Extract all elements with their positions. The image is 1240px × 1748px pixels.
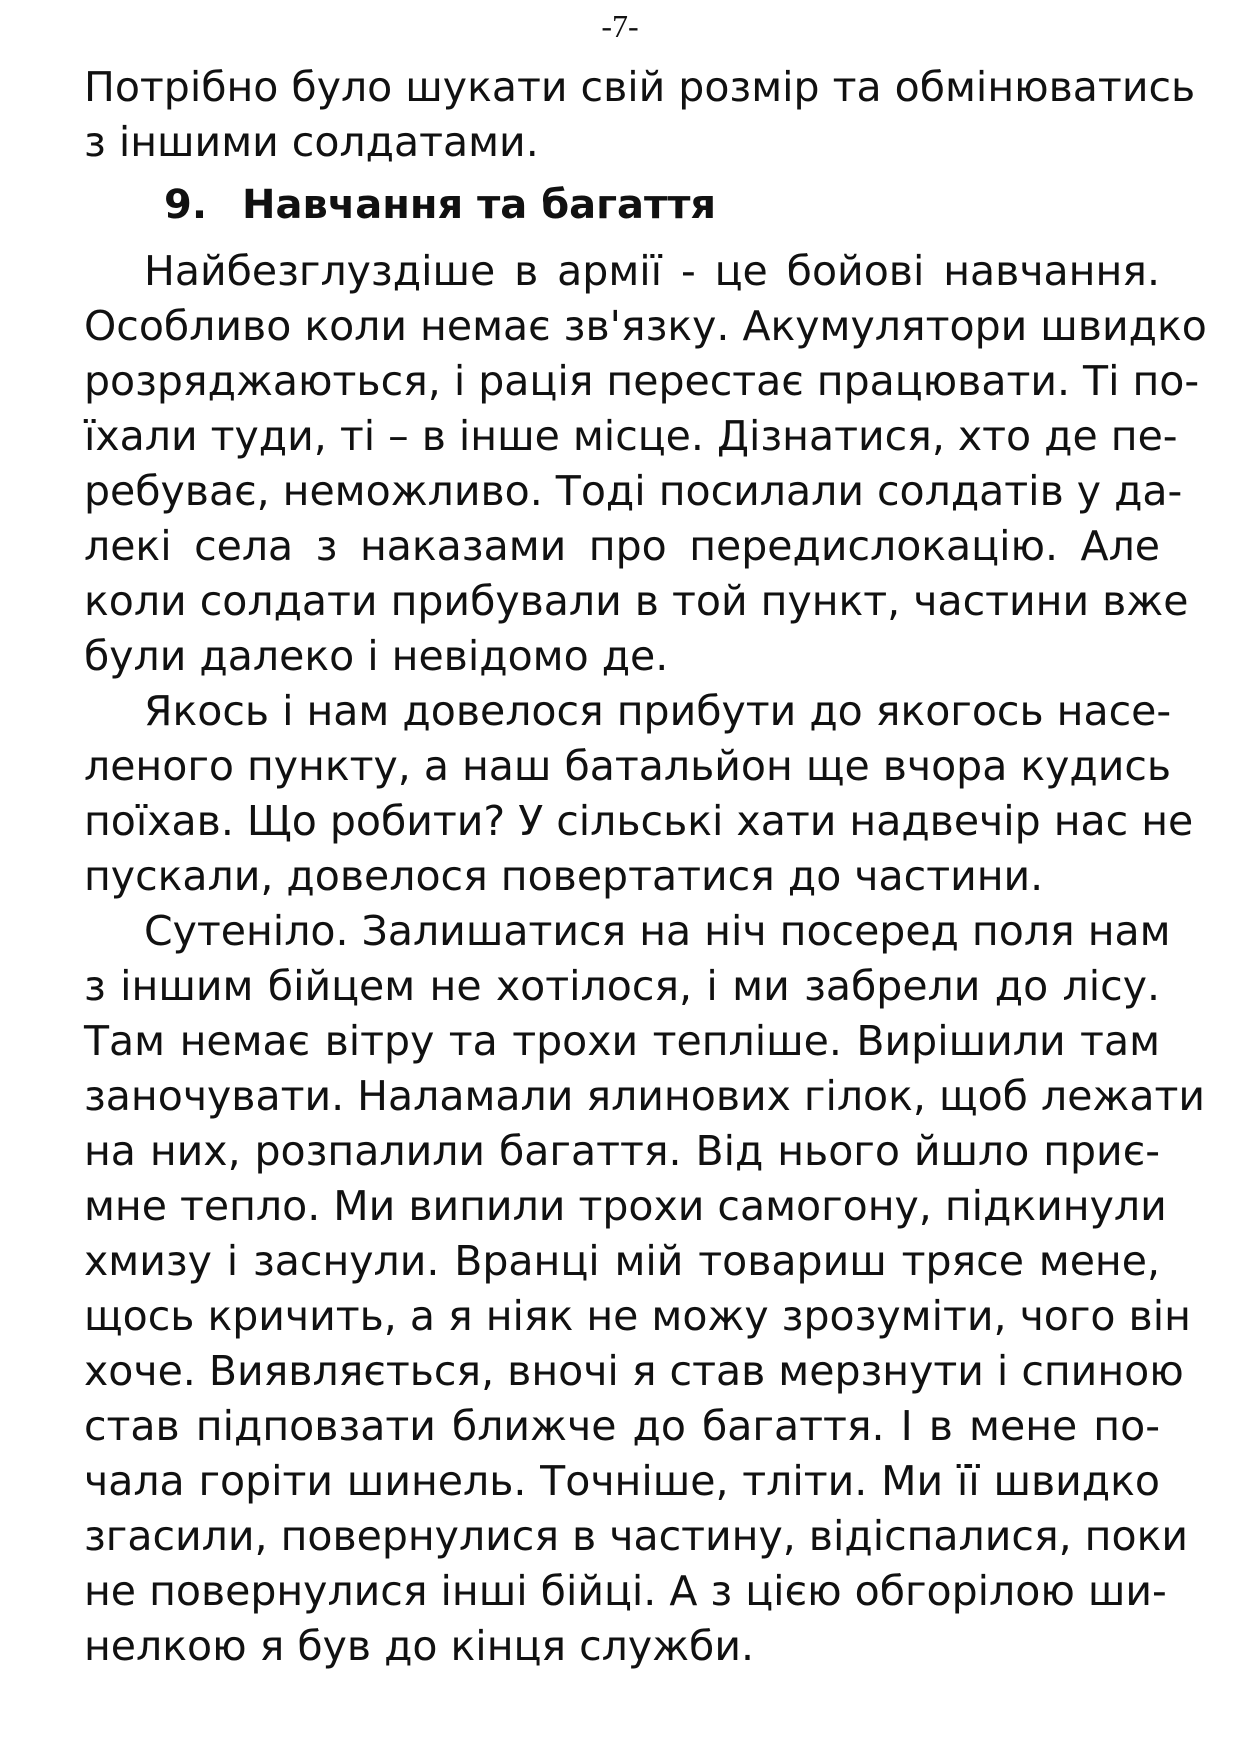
- text-line: їхали туди, ті – в інше місце. Дізнатися, хто де пе-: [84, 412, 1178, 460]
- text-line: Сутеніло. Залишатися на ніч посеред поля нам: [144, 907, 1171, 955]
- text-line: став підповзати ближче до багаття. І в мене по-: [84, 1402, 1160, 1450]
- text-line: Там немає вітру та трохи тепліше. Вирішили там: [84, 1017, 1160, 1065]
- text-line: мне тепло. Ми випили трохи самогону, підкинули: [84, 1182, 1167, 1230]
- text-line: ребуває, неможливо. Тоді посилали солдатів у да-: [84, 467, 1183, 515]
- text-line: були далеко і невідомо де.: [84, 632, 669, 680]
- text-line: пускали, довелося повертатися до частини.: [84, 852, 1044, 900]
- paragraph-2: [84, 684, 1194, 904]
- intro-paragraph: [84, 60, 1196, 170]
- text-line: леного пункту, а наш батальйон ще вчора кудись: [84, 742, 1172, 790]
- text-line: хоче. Виявляється, вночі я став мерзнути і спиною: [84, 1347, 1184, 1395]
- text-line: розряджаються, і рація перестає працювати. Ті по-: [84, 357, 1200, 405]
- text-line: Особливо коли немає зв'язку. Акумулятори швидко: [84, 302, 1207, 350]
- text-line: Найбезглуздіше в армії - це бойові навчання.: [144, 247, 1160, 295]
- text-line: поїхав. Що робити? У сільські хати надвечір нас не: [84, 797, 1194, 845]
- text-line: Потрібно було шукати свій розмір та обмінюватись: [84, 63, 1196, 111]
- text-line: чала горіти шинель. Точніше, тліти. Ми її швидко: [84, 1457, 1160, 1505]
- text-line: з іншими солдатами.: [84, 118, 539, 166]
- paragraph-3: [84, 904, 1206, 1674]
- text-line: з іншим бійцем не хотілося, і ми забрели до лісу.: [84, 962, 1160, 1010]
- section-number: 9.: [164, 182, 208, 228]
- text-line: хмизу і заснули. Вранці мій товариш трясе мене,: [84, 1237, 1160, 1285]
- text-line: Якось і нам довелося прибути до якогось насе-: [144, 687, 1172, 735]
- text-line: згасили, повернулися в частину, відіспалися, поки: [84, 1512, 1188, 1560]
- section-heading: [84, 174, 1160, 236]
- text-line: нелкою я був до кінця служби.: [84, 1622, 755, 1670]
- paragraph-1: [84, 244, 1207, 684]
- page-content: [84, 60, 1207, 1674]
- text-line: не повернулися інші бійці. А з цією обгорілою ши-: [84, 1567, 1167, 1615]
- section-title: Навчання та багаття: [242, 182, 717, 228]
- text-line: на них, розпалили багаття. Від нього йшло приє-: [84, 1127, 1160, 1175]
- text-line: коли солдати прибували в той пункт, частини вже: [84, 577, 1189, 625]
- text-line: лекі села з наказами про передислокацію. Але: [84, 522, 1160, 570]
- text-line: заночувати. Наламали ялинових гілок, щоб лежати: [84, 1072, 1206, 1120]
- text-line: щось кричить, а я ніяк не можу зрозуміти, чого він: [84, 1292, 1191, 1340]
- page-number: -7-: [601, 8, 639, 44]
